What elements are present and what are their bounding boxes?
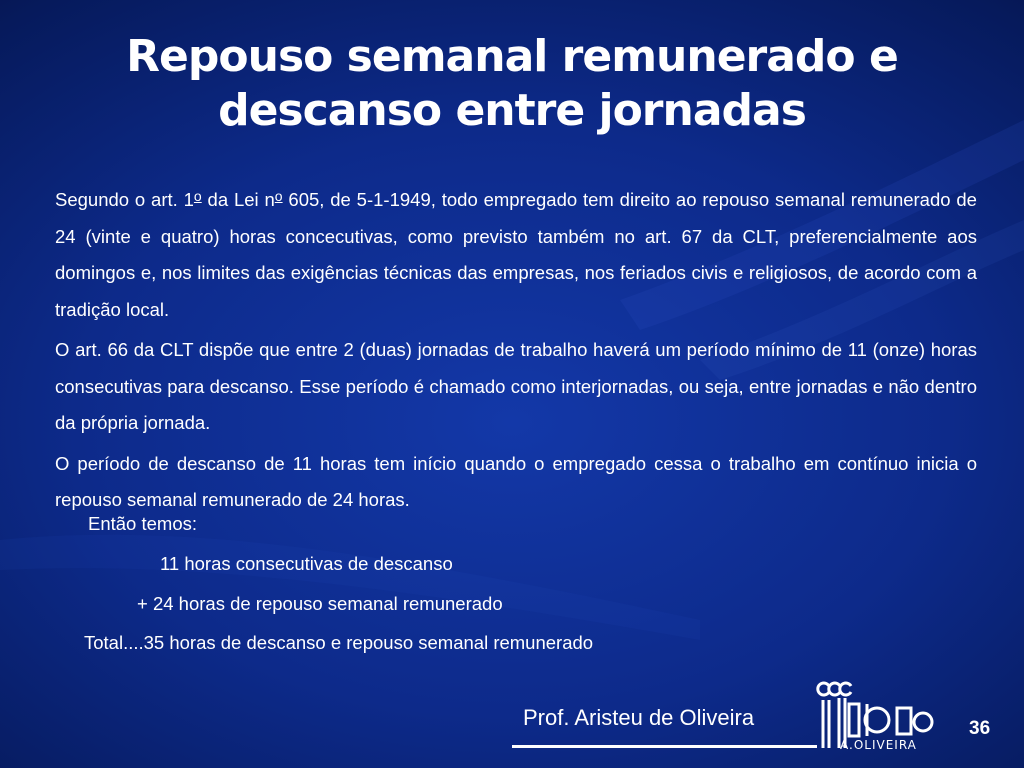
author-name: Prof. Aristeu de Oliveira (523, 705, 755, 730)
calc-line-2: + 24 horas de repouso semanal remunerado (137, 593, 503, 614)
footer-rule (512, 745, 817, 748)
slide-title (40, 30, 984, 138)
title-line-1: Repouso semanal remunerado e (126, 31, 898, 82)
calc-line-1: 11 horas consecutivas de descanso (160, 553, 453, 574)
title-line-2: descanso entre jornadas (218, 85, 806, 136)
page-number: 36 (969, 718, 991, 739)
paragraph-3: O período de descanso de 11 horas tem início quando o empregado cessa o trabalho em contínuo inicia o repouso semanal remunerado de 24 horas. (55, 452, 977, 510)
calc-intro: Então temos: (88, 513, 198, 534)
logo-text: A.OLIVEIRA (840, 738, 917, 752)
calc-total: Total....35 horas de descanso e repouso semanal remunerado (84, 632, 594, 653)
paragraph-2: O art. 66 da CLT dispõe que entre 2 (duas) jornadas de trabalho haverá um período mínimo de 11 (onze) horas consecutivas para descanso. Esse período é chamado como interjornadas, ou seja, entre jornadas e não dentro da própria jornada. (55, 339, 977, 433)
slide-body (55, 178, 977, 523)
paragraph-1: Segundo o art. 1$^o$ da Lei $n^o$ 605, de 5-1-1949, todo empregado tem direito ao repouso semanal remunerado de 24 (vinte e quatro) horas concecutivas, como previsto também no art. 67 da CLT, preferencialmente aos domingos e, nos limites das exigências técnicas das empresas, nos feriados civis e religiosos, de acordo com a tradição local. (55, 188, 977, 320)
